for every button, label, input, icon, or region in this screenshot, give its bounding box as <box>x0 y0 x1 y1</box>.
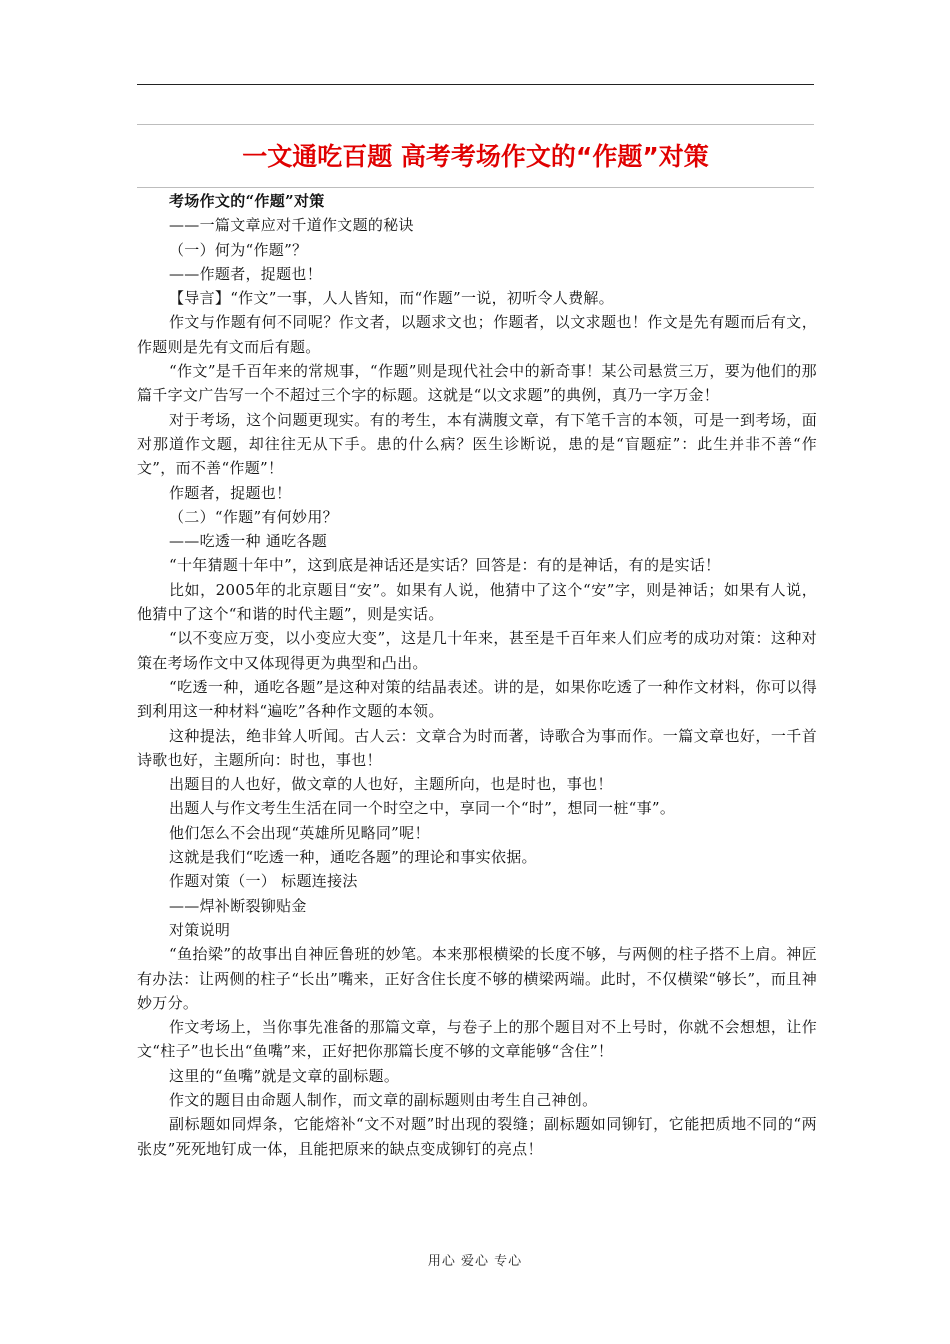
paragraph: 【导言】“作文”一事，人人皆知，而“作题”一说，初听令人费解。 <box>169 289 614 308</box>
document-body <box>137 189 817 1161</box>
paragraph: 考场作文的“作题”对策 <box>169 192 325 210</box>
paragraph: 比如，2005年的北京题目“安”。如果有人说，他猜中了这个“安”字，则是神话；如果有人说，他猜中了这个“和谐的时代主题”，则是实话。 <box>137 580 817 624</box>
paragraph: 这种提法，绝非耸人听闻。古人云：文章合为时而著，诗歌合为事而作。一篇文章也好，一千首诗歌也好，主题所向：时也，事也！ <box>137 726 817 769</box>
paragraph: 作文考场上，当你事先准备的那篇文章，与卷子上的那个题目对不上号时，你就不会想想，让作文“柱子”也长出“鱼嘴”来，正好把你那篇长度不够的文章能够“含住”！ <box>137 1018 817 1061</box>
paragraph: 作题者，捉题也！ <box>169 483 292 502</box>
paragraph: ——作题者，捉题也！ <box>169 264 323 283</box>
paragraph: 对于考场，这个问题更现实。有的考生，本有满腹文章，有下笔千言的本领，可是一到考场，面对那道作文题，却往往无从下手。患的什么病？医生诊断说，患的是“盲题症”：此生并非不善“作文”，而不善“作题”！ <box>137 410 817 478</box>
paragraph: （一）何为“作题”？ <box>169 240 308 259</box>
paragraph: “以不变应万变，以小变应大变”，这是几十年来，甚至是千百年来人们应考的成功对策：这种对策在考场作文中又体现得更为典型和凸出。 <box>137 629 817 672</box>
paragraph: 这里的“鱼嘴”就是文章的副标题。 <box>169 1066 400 1085</box>
paragraph: 出题目的人也好，做文章的人也好，主题所向，也是时也，事也！ <box>169 775 613 794</box>
paragraph: ——一篇文章应对千道作文题的秘诀 <box>169 216 414 235</box>
paragraph: ——焊补断裂铆贴金 <box>169 896 307 915</box>
paragraph: “吃透一种，通吃各题”是这种对策的结晶表述。讲的是，如果你吃透了一种作文材料，你可以得到利用这一种材料“遍吃”各种作文题的本领。 <box>137 677 817 721</box>
paragraph: 这就是我们“吃透一种，通吃各题”的理论和事实依据。 <box>169 848 537 867</box>
title-rule-bottom <box>137 187 814 188</box>
paragraph: 他们怎么不会出现“英雄所见略同”呢！ <box>169 823 430 842</box>
paragraph: 副标题如同焊条，它能熔补“文不对题”时出现的裂缝；副标题如同铆钉，它能把质地不同的“两张皮”死死地钉成一体，且能把原来的缺点变成铆钉的亮点！ <box>137 1115 817 1158</box>
paragraph: “十年猜题十年中”，这到底是神话还是实话？回答是：有的是神话，有的是实话！ <box>169 556 721 575</box>
paragraph: 出题人与作文考生生活在同一个时空之中，享同一个“时”，想同一桩“事”。 <box>169 799 676 818</box>
paragraph: 作文的题目由命题人制作，而文章的副标题则由考生自己神创。 <box>169 1090 598 1109</box>
paragraph: “鱼抬梁”的故事出自神匠鲁班的妙笔。本来那根横梁的长度不够，与两侧的柱子搭不上肩。神匠有办法：让两侧的柱子“长出”嘴来，正好含住长度不够的横梁两端。此时，不仅横梁“够长”，而且神妙万分。 <box>137 945 817 1012</box>
paragraph: 作文与作题有何不同呢？作文者，以题求文也；作题者，以文求题也！作文是先有题而后有文，作题则是先有文而后有题。 <box>137 313 817 356</box>
paragraph: ——吃透一种 通吃各题 <box>169 532 328 551</box>
paragraph: 对策说明 <box>169 920 231 939</box>
page-footer: 用心 爱心 专心 <box>427 1254 523 1269</box>
paragraph: （二）“作题”有何妙用？ <box>169 507 338 526</box>
header-rule <box>137 84 814 85</box>
title-rule-top <box>137 124 814 125</box>
paragraph: 作题对策（一） 标题连接法 <box>169 872 358 891</box>
document-title: 一文通吃百题 高考考场作文的“作题”对策 <box>242 142 709 171</box>
paragraph: “作文”是千百年来的常规事，“作题”则是现代社会中的新奇事！某公司悬赏三万，要为他们的那篇千字文广告写一个不超过三个字的标题。这就是“以文求题”的典例，真乃一字万金！ <box>137 362 817 405</box>
